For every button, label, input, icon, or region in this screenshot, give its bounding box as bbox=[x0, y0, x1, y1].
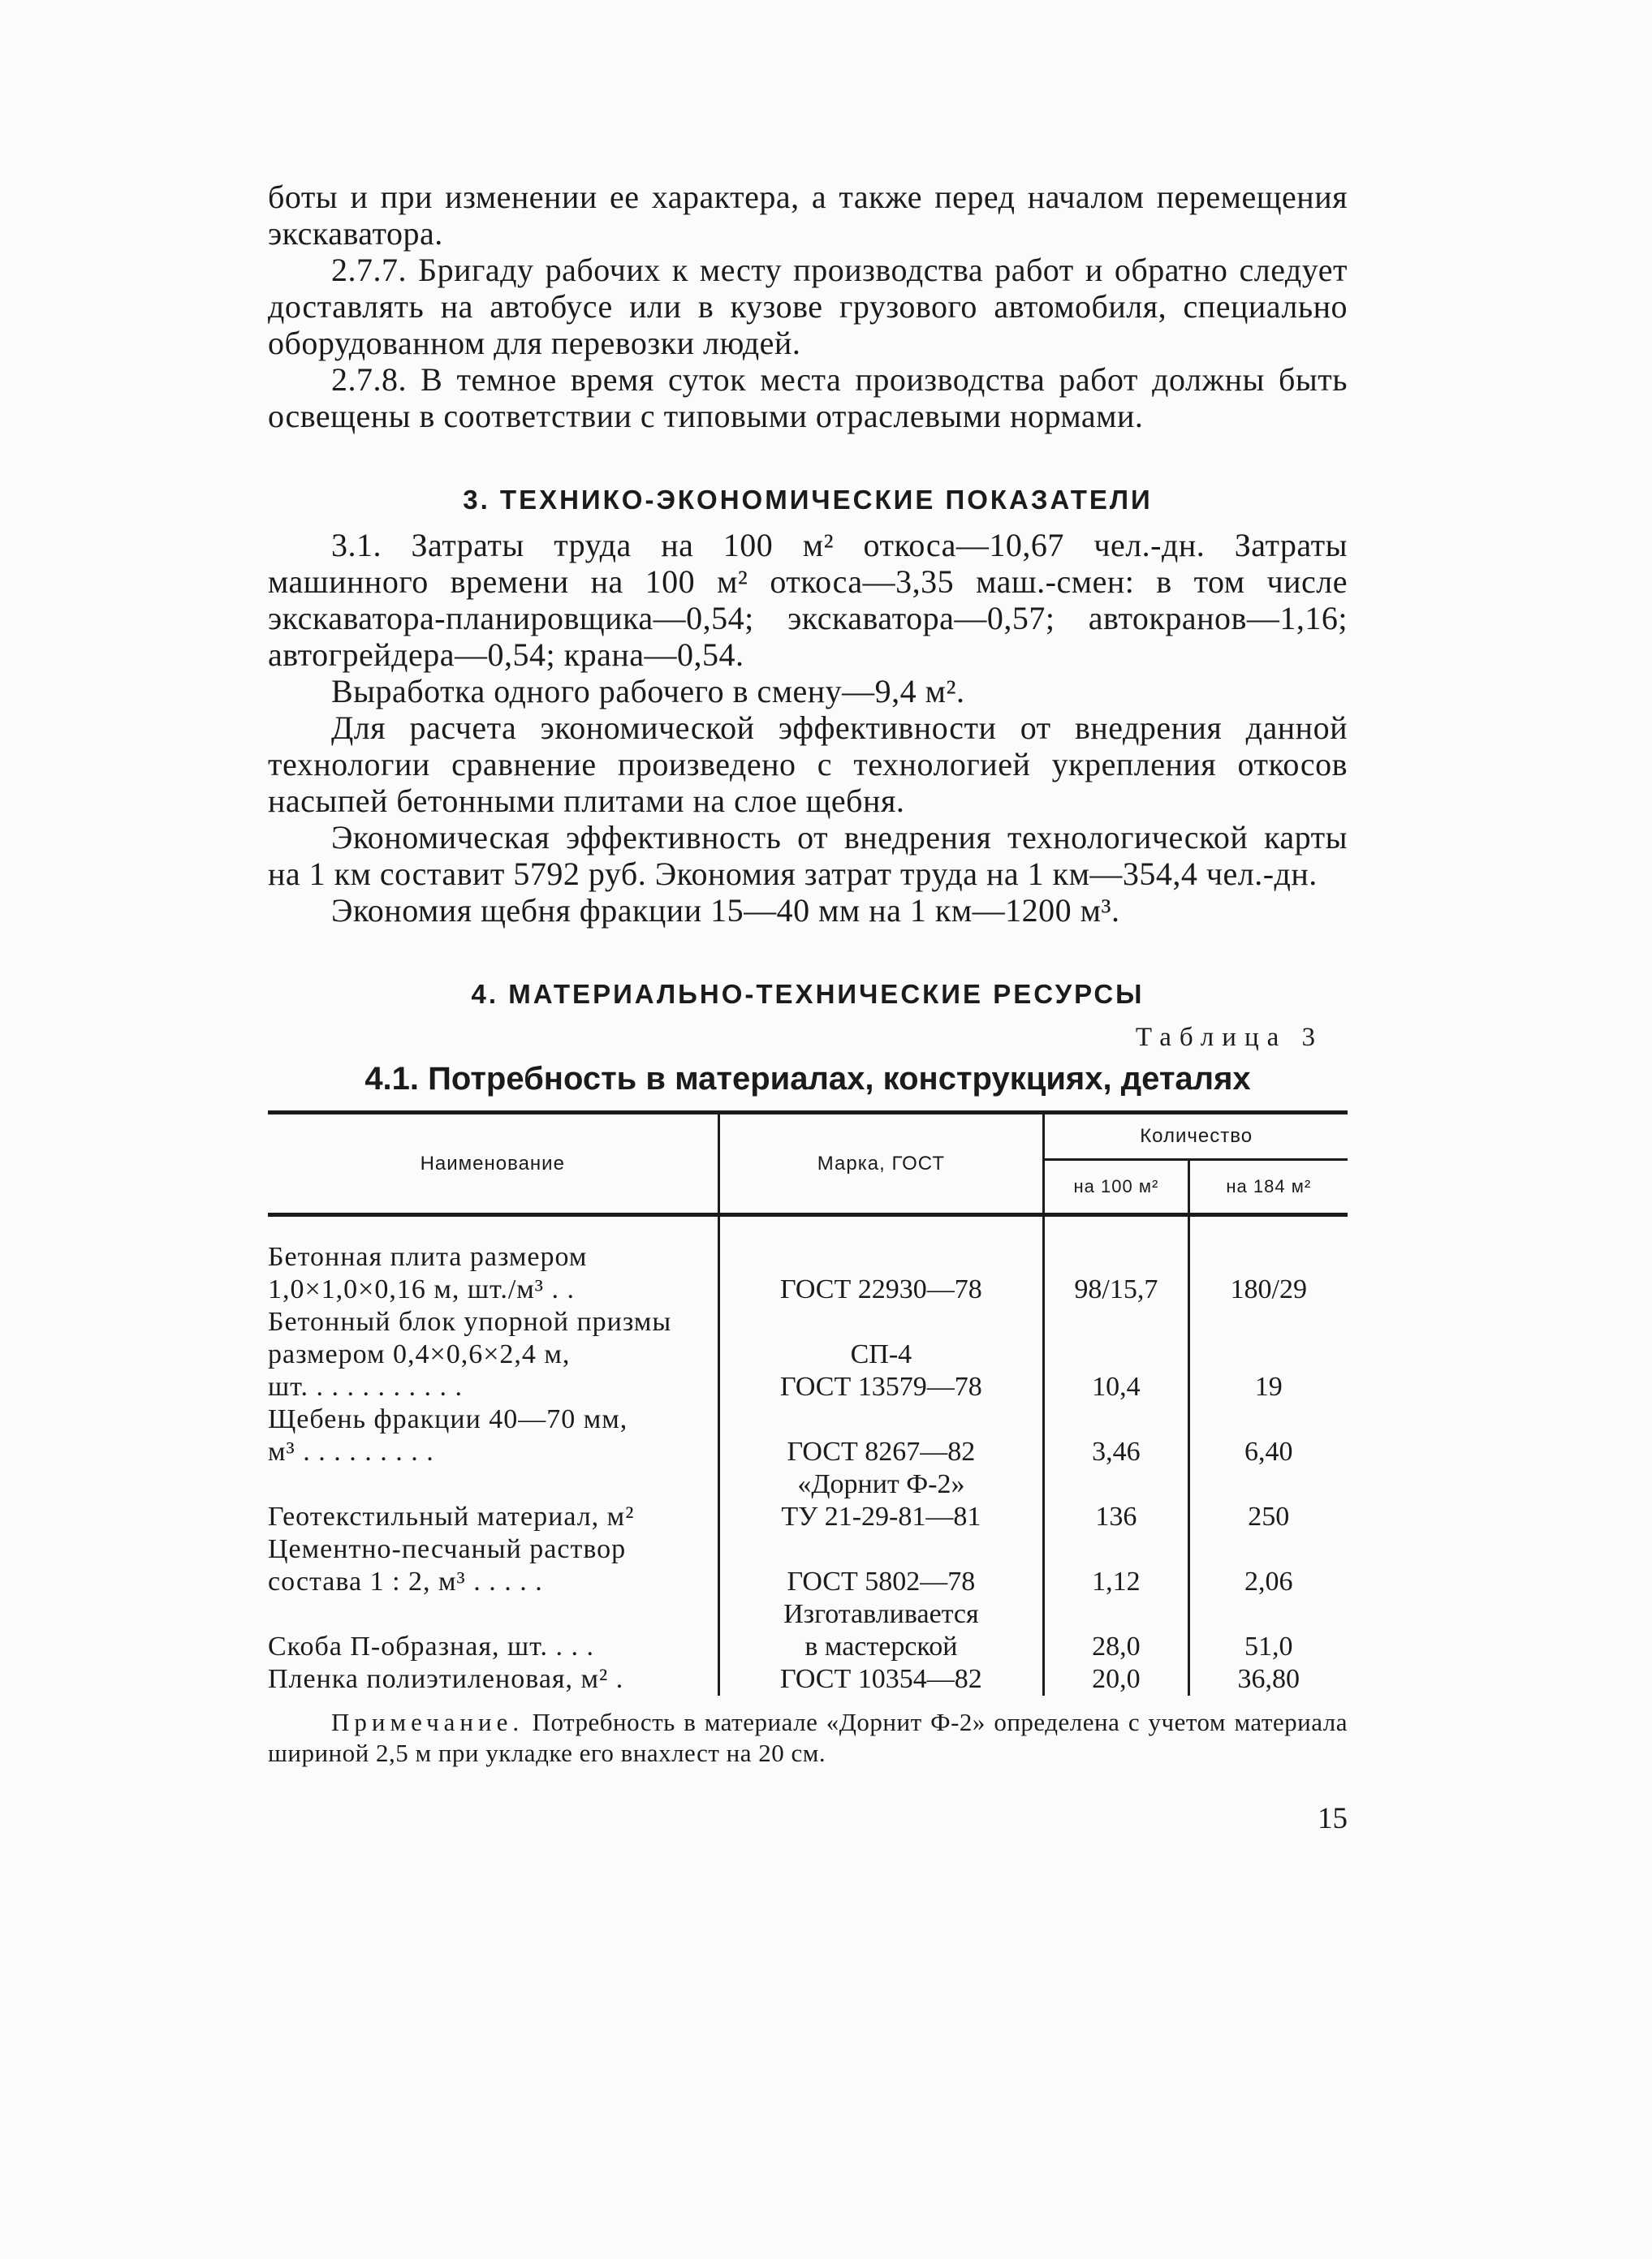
materials-table bbox=[268, 1110, 1348, 1696]
header-per-100: на 100 м² bbox=[1044, 1160, 1188, 1215]
header-name: Наименование bbox=[268, 1113, 718, 1215]
row-qty-184: 6,40 bbox=[1188, 1403, 1348, 1468]
paragraph-comparison: Для расчета экономической эффективности от внедрения данной технологии сравнение произведено с технологией укрепления откосов насыпей бетонными плитами на слое щебня. bbox=[268, 709, 1348, 819]
header-per-184: на 184 м² bbox=[1188, 1160, 1348, 1215]
table-row bbox=[268, 1468, 1348, 1533]
row-name-line: Бетонная плита размером bbox=[268, 1242, 588, 1272]
header-mark: Марка, ГОСТ bbox=[718, 1113, 1044, 1215]
section-4-title: 4. МАТЕРИАЛЬНО-ТЕХНИЧЕСКИЕ РЕСУРСЫ bbox=[471, 979, 1145, 1009]
table-row bbox=[268, 1306, 1348, 1403]
row-name-line: Цементно-песчаный раствор bbox=[268, 1534, 627, 1564]
row-qty-184: 51,0 bbox=[1188, 1598, 1348, 1663]
paragraph-3-1: 3.1. Затраты труда на 100 м² откоса—10,67 чел.-дн. Затраты машинного времени на 100 м² откоса—3,35 маш.-смен: в том числе экскаватора-планировщика—0,54; экскаватора—0,57; автокранов—1,16; автогрейдера—0,54; крана—0,54. bbox=[268, 527, 1348, 673]
row-qty-100: 3,46 bbox=[1044, 1403, 1188, 1468]
row-qty-100: 10,4 bbox=[1044, 1306, 1188, 1403]
row-qty-100: 28,0 bbox=[1044, 1598, 1188, 1663]
table-title: 4.1. Потребность в материалах, конструкциях, деталях bbox=[364, 1061, 1251, 1097]
row-qty-184: 19 bbox=[1188, 1306, 1348, 1403]
row-name-line: Геотекстильный материал, м² bbox=[268, 1502, 635, 1532]
table-spacer bbox=[268, 1215, 1348, 1242]
row-mark-line: ГОСТ 22930—78 bbox=[780, 1274, 982, 1304]
row-mark-line: ГОСТ 5802—78 bbox=[787, 1567, 976, 1597]
row-mark-line: Изготавливается bbox=[783, 1599, 979, 1629]
paragraph-2-7-7: 2.7.7. Бригаду рабочих к месту производства работ и обратно следует доставлять на автобусе или в кузове грузового автомобиля, специально оборудованном для перевозки людей. bbox=[268, 252, 1348, 361]
section-3-title: 3. ТЕХНИКО-ЭКОНОМИЧЕСКИЕ ПОКАЗАТЕЛИ bbox=[463, 485, 1153, 515]
row-mark-line: СП-4 bbox=[850, 1339, 912, 1369]
row-name-line: шт. . . . . . . . . . . bbox=[268, 1372, 463, 1402]
row-name-line: Скоба П-образная, шт. . . . bbox=[268, 1632, 594, 1662]
table-row bbox=[268, 1241, 1348, 1306]
row-name-line: 1,0×1,0×0,16 м, шт./м³ . . bbox=[268, 1274, 576, 1304]
note-lead: Примечание. bbox=[331, 1708, 524, 1736]
row-mark-line: ГОСТ 10354—82 bbox=[780, 1664, 982, 1694]
row-qty-184: 2,06 bbox=[1188, 1533, 1348, 1598]
row-qty-100: 20,0 bbox=[1044, 1663, 1188, 1696]
row-qty-100: 136 bbox=[1044, 1468, 1188, 1533]
table-row bbox=[268, 1663, 1348, 1696]
row-name-line: состава 1 : 2, м³ . . . . . bbox=[268, 1567, 543, 1597]
table-row bbox=[268, 1403, 1348, 1468]
paragraph-gravel-savings: Экономия щебня фракции 15—40 мм на 1 км—1200 м³. bbox=[331, 892, 1120, 929]
row-qty-184: 180/29 bbox=[1188, 1241, 1348, 1306]
row-mark-line: ГОСТ 13579—78 bbox=[780, 1372, 982, 1402]
table-row bbox=[268, 1533, 1348, 1598]
row-qty-100: 98/15,7 bbox=[1044, 1241, 1188, 1306]
row-mark-line: ТУ 21-29-81—81 bbox=[781, 1502, 981, 1532]
row-mark-line: «Дорнит Ф-2» bbox=[797, 1469, 965, 1499]
row-name-line: Бетонный блок упорной призмы размером 0,4×0,6×2,4 м, bbox=[268, 1307, 672, 1369]
page-number: 15 bbox=[1318, 1802, 1348, 1835]
paragraph-efficiency: Экономическая эффективность от внедрения технологической карты на 1 км составит 5792 руб. Экономия затрат труда на 1 км—354,4 чел.-дн. bbox=[268, 819, 1348, 892]
note-text: Потребность в материале «Дорнит Ф-2» определена с учетом материала шириной 2,5 м при укладке его внахлест на 20 см. bbox=[268, 1708, 1348, 1767]
table-label: Таблица 3 bbox=[1135, 1023, 1323, 1052]
table-note bbox=[268, 1707, 1348, 1769]
row-mark-line: ГОСТ 8267—82 bbox=[787, 1437, 976, 1467]
header-quantity: Количество bbox=[1044, 1113, 1348, 1160]
row-name-line: м³ . . . . . . . . . bbox=[268, 1437, 434, 1467]
row-name-line: Щебень фракции 40—70 мм, bbox=[268, 1404, 628, 1434]
row-qty-184: 36,80 bbox=[1188, 1663, 1348, 1696]
row-name-line: Пленка полиэтиленовая, м² . bbox=[268, 1664, 624, 1694]
paragraph-continuation: боты и при изменении ее характера, а также перед началом перемещения экскаватора. bbox=[268, 179, 1348, 252]
document-page bbox=[268, 179, 1348, 1836]
row-qty-100: 1,12 bbox=[1044, 1533, 1188, 1598]
paragraph-2-7-8: 2.7.8. В темное время суток места производства работ должны быть освещены в соответствии с типовыми отраслевыми нормами. bbox=[268, 361, 1348, 434]
row-qty-184: 250 bbox=[1188, 1468, 1348, 1533]
row-mark-line: в мастерской bbox=[804, 1632, 958, 1662]
table-row bbox=[268, 1598, 1348, 1663]
paragraph-output: Выработка одного рабочего в смену—9,4 м². bbox=[331, 673, 965, 709]
